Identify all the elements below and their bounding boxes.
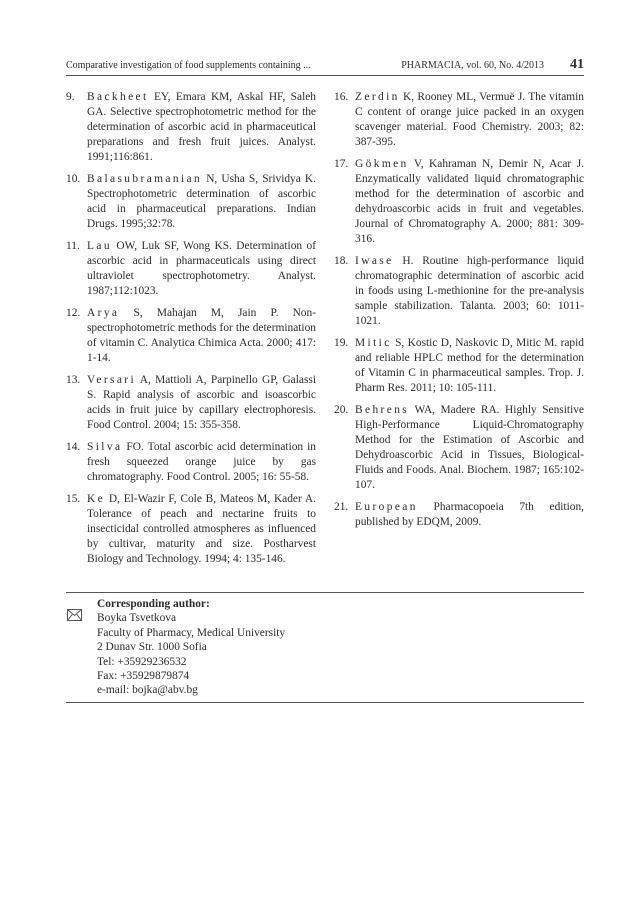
reference-author: Ke <box>87 493 106 505</box>
author-affiliation: Faculty of Pharmacy, Medical University <box>97 626 286 639</box>
reference-number: 20. <box>334 404 349 416</box>
reference-item <box>334 254 584 329</box>
reference-number: 13. <box>66 374 81 386</box>
footnote-rule-bottom <box>66 702 584 703</box>
reference-author: Behrens <box>355 404 410 416</box>
references-left-column <box>66 90 316 574</box>
reference-text: FO. Total ascorbic acid determination in fresh squeezed orange juice by gas chromatography. Food Control. 2005; 16: 55-58. <box>87 441 316 483</box>
reference-text: WA, Madere RA. Highly Sensitive High-Performance Liquid-Chromatography Method for the Estimation of Ascorbic and Dehydroascorbic Acid in Tissues, Biological-Fluids and Foods. Anal. Biochem. 1987; 165:102-107. <box>355 404 584 491</box>
footnote-rule-top <box>66 592 584 593</box>
reference-author: Zerdin <box>355 91 400 103</box>
reference-author: Versari <box>87 374 137 386</box>
reference-text: A, Mattioli A, Parpinello GP, Galassi S. Rapid analysis of ascorbic and isoascorbic acids in fruit juice by capillary electrophoresis. Food Control. 2004; 15: 355-358. <box>87 374 316 431</box>
reference-number: 18. <box>334 255 349 267</box>
reference-author: Lau <box>87 240 112 252</box>
author-email: e-mail: bojka@abv.bg <box>97 684 198 697</box>
reference-author: Backheet <box>87 91 149 103</box>
reference-item <box>334 500 584 530</box>
author-address: 2 Dunav Str. 1000 Sofia <box>97 641 207 654</box>
reference-number: 14. <box>66 441 81 453</box>
reference-author: Silva <box>87 441 123 453</box>
reference-item <box>66 90 316 165</box>
reference-number: 17. <box>334 158 349 170</box>
reference-text: S, Mahajan M, Jain P. Non-spectrophotometric methods for the determination of vitamin C. Analytica Chimica Acta. 2000; 417: 1-14. <box>87 307 316 364</box>
reference-text: K, Rooney ML, Vermuë J. The vitamin C content of orange juice packed in an oxygen scavenger material. Food Chemistry. 2003; 82: 387-395. <box>355 91 584 148</box>
reference-text: N, Usha S, Srividya K. Spectrophotometric determination of ascorbic acid in pharmaceutical preparations. Indian Drugs. 1995;32:78. <box>87 173 316 230</box>
reference-author: Iwase <box>355 255 394 267</box>
reference-text: OW, Luk SF, Wong KS. Determination of ascorbic acid in pharmaceuticals using direct ultraviolet spectrophotometry. Analyst. 1987;112:1023. <box>87 240 316 297</box>
reference-item <box>334 90 584 150</box>
reference-number: 12. <box>66 307 81 319</box>
reference-number: 15. <box>66 493 81 505</box>
reference-text: H. Routine high-performance liquid chromatographic determination of ascorbic acid in foods using L-methionine for the pre-analysis sample stabilization. Talanta. 2003; 60: 1011-1021. <box>355 255 584 327</box>
reference-author: Balasubramanian <box>87 173 203 185</box>
reference-number: 11. <box>66 240 80 252</box>
reference-text: EY, Emara KM, Askal HF, Saleh GA. Selective spectrophotometric method for the determination of ascorbic acid in pharmaceutical preparations and fresh fruit juices. Analyst. 1991;116:861. <box>87 91 316 163</box>
corresponding-author-block <box>97 597 285 698</box>
reference-item <box>66 373 316 433</box>
reference-number: 10. <box>66 173 81 185</box>
reference-item <box>66 172 316 232</box>
reference-number: 16. <box>334 91 349 103</box>
running-header <box>66 58 584 74</box>
reference-item <box>66 306 316 366</box>
reference-item <box>334 157 584 247</box>
running-title: Comparative investigation of food supplements containing ... <box>66 60 311 71</box>
reference-item <box>334 336 584 396</box>
corresponding-author-heading: Corresponding author: <box>97 598 210 610</box>
reference-author: European <box>355 501 418 513</box>
reference-number: 19. <box>334 337 349 349</box>
reference-text: S, Kostic D, Naskovic D, Mitic M. rapid and reliable HPLC method for the determination of Vitamin C in pharmaceutical samples. Trop. J. Pharm Res. 2011; 10: 105-111. <box>355 337 584 394</box>
page-number: 41 <box>570 57 584 72</box>
reference-number: 21. <box>334 501 349 513</box>
reference-author: Mitic <box>355 337 392 349</box>
header-rule <box>66 75 584 76</box>
author-phone: Tel: +35929236532 <box>97 655 187 668</box>
references-right-column <box>334 90 584 537</box>
envelope-icon <box>67 609 82 621</box>
reference-text: D, El-Wazir F, Cole B, Mateos M, Kader A. Tolerance of peach and nectarine fruits to insecticidal controlled atmospheres as influenced by cultivar, maturity and size. Postharvest Biology and Technology. 1994; 4: 135-146. <box>87 493 316 565</box>
reference-item <box>334 403 584 493</box>
reference-item <box>66 492 316 567</box>
reference-item <box>66 239 316 299</box>
reference-text: V, Kahraman N, Demir N, Acar J. Enzymatically validated liquid chromatographic method for the determination of ascorbic and dehydroascorbic acids in fruit and vegetables. Journal of Chromatography A. 2000; 881: 309-316. <box>355 158 584 245</box>
reference-author: Gökmen <box>355 158 409 170</box>
reference-number: 9. <box>66 91 75 103</box>
reference-item <box>66 440 316 485</box>
reference-text: Pharmacopoeia 7th edition, published by EDQM, 2009. <box>355 501 584 528</box>
author-name: Boyka Tsvetkova <box>97 612 177 625</box>
author-fax: Fax: +35929879874 <box>97 670 190 683</box>
reference-author: Arya <box>87 307 120 319</box>
journal-citation: PHARMACIA, vol. 60, No. 4/2013 <box>401 60 544 71</box>
